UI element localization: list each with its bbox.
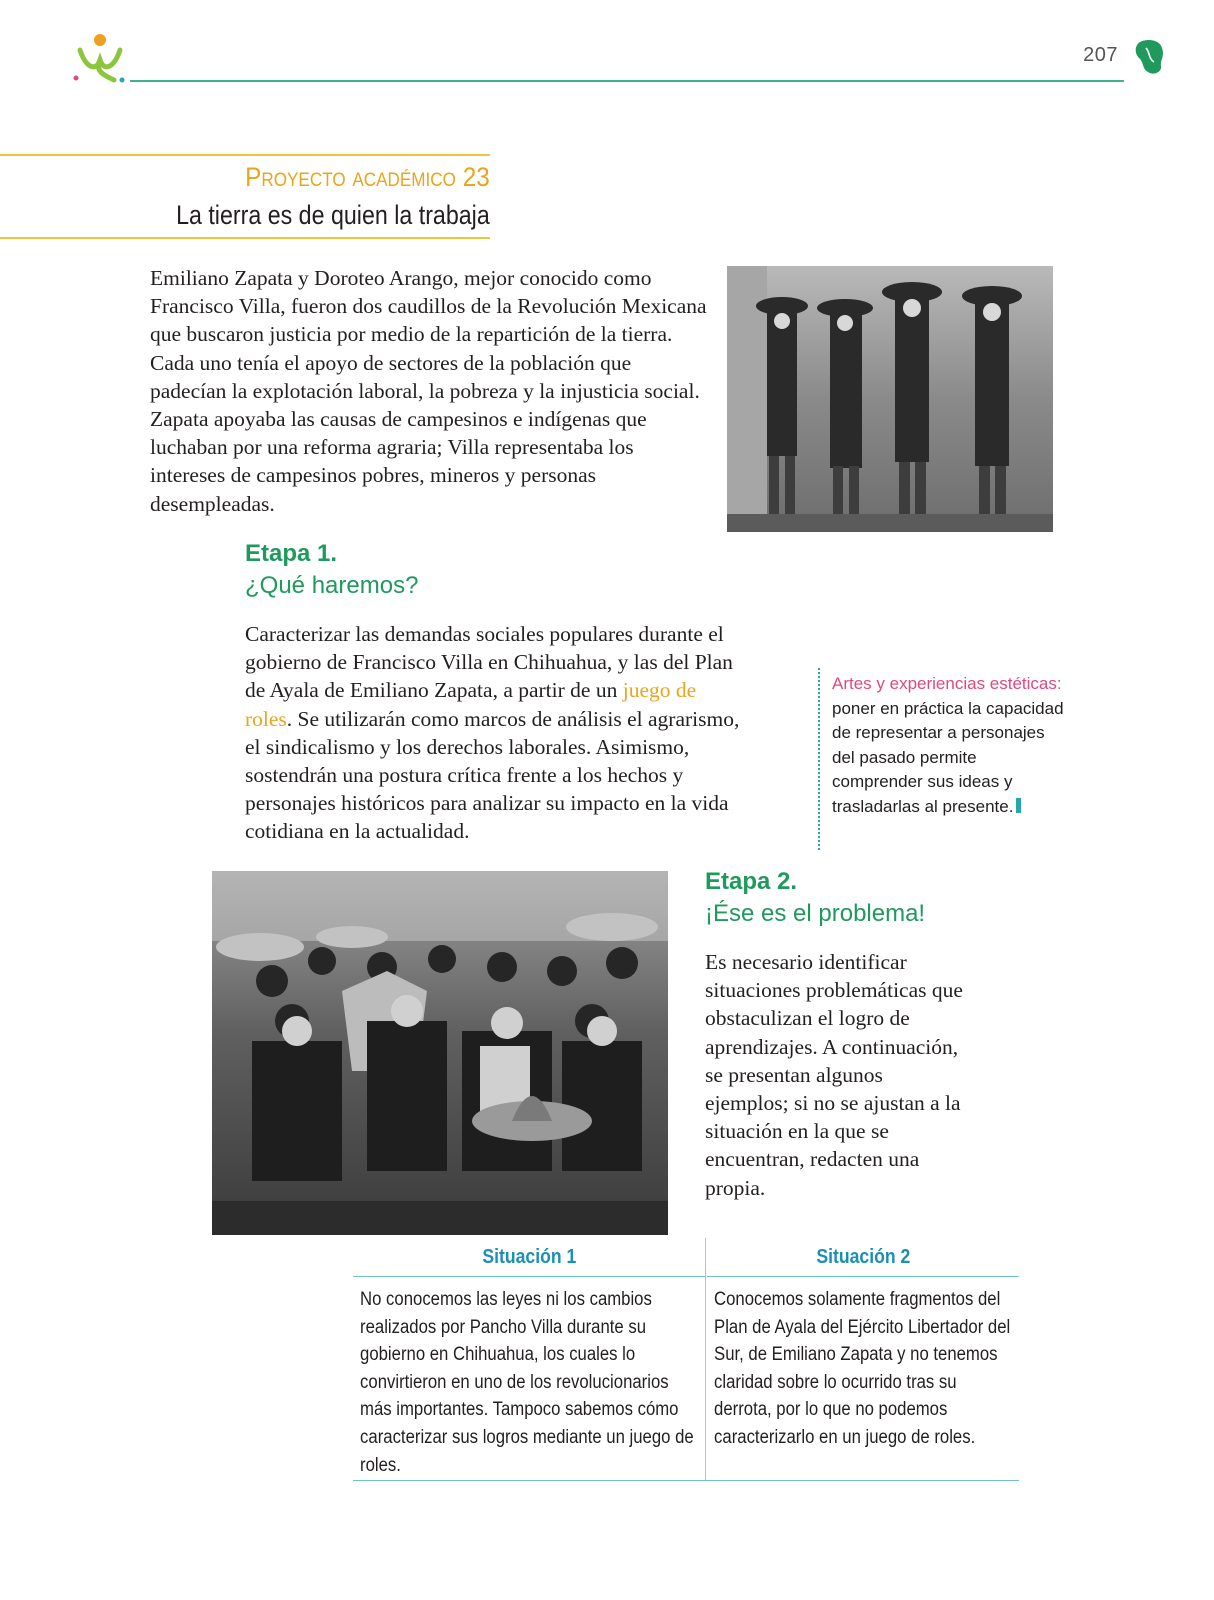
situation-2-text: Conocemos solamente fragmentos del Plan de Ayala del Ejército Libertador del Sur, de Emiliano Zapata y no tenemos claridad sobre lo ocurrido tras su derrota, por lo que no podemos caracterizarlo en un juego de roles. <box>714 1289 1011 1448</box>
page-number: 207 <box>1083 44 1118 66</box>
header-rule <box>130 80 1124 82</box>
stage1-number: Etapa 1. <box>245 540 338 567</box>
stage1-text-after: . Se utilizarán como marcos de análisis el agrarismo, el sindicalismo y los derechos laborales. Asimismo, sostendrán una postura crítica frente a los hechos y personajes históricos para analizar su impacto en la vida cotidiana en la actualidad. <box>245 706 740 844</box>
arts-note-text: poner en práctica la capacidad de representar a personajes del pasado permite comprender sus ideas y trasladarlas al presente. <box>832 698 1064 816</box>
title-rule-bottom <box>0 237 490 239</box>
arts-note <box>832 672 1072 819</box>
project-label-text: Proyecto académico 23 <box>245 162 490 192</box>
stage1-subtitle: ¿Qué haremos? <box>245 572 419 599</box>
situation-1-column <box>353 1238 705 1481</box>
situation-2-title-text: Situación 2 <box>816 1246 910 1268</box>
situation-1-title <box>353 1238 705 1277</box>
situation-1-text: No conocemos las leyes ni los cambios realizados por Pancho Villa durante su gobierno en Chihuahua, los cuales lo convirtieron en uno de los revolucionarios más importantes. Tampoco sabemos cómo caracterizar sus logros mediante un juego de roles. <box>360 1289 694 1476</box>
project-title: La tierra es de quien la trabaja <box>176 200 490 230</box>
note-end-mark <box>1016 798 1021 813</box>
intro-paragraph: Emiliano Zapata y Doroteo Arango, mejor conocido como Francisco Villa, fueron dos caudillos de la Revolución Mexicana que buscaron justicia por medio de la repartición de la tierra. Cada uno tenía el apoyo de sectores de la población que padecían la explotación laboral, la pobreza y la injusticia social. Zapata apoyaba las causas de campesinos e indígenas que luchaban por una reforma agraria; Villa representaba los intereses de campesinos pobres, mineros y personas desempleadas. <box>150 266 707 516</box>
arts-note-label: Artes y experiencias estéticas: <box>832 674 1062 693</box>
stage1-text-before: Caracterizar las demandas sociales populares durante el gobierno de Francisco Villa en Chihuahua, y las del Plan de Ayala de Emiliano Zapata, a partir de un <box>245 622 733 703</box>
revolutionaries-photo <box>727 266 1053 532</box>
stage1-highlight: juego de roles <box>245 678 697 731</box>
stage1-paragraph <box>245 620 745 846</box>
situation-2-title <box>707 1238 1019 1277</box>
program-logo-icon <box>70 32 130 84</box>
stage2-subtitle: ¡Ése es el problema! <box>705 900 926 927</box>
stage2-heading <box>705 866 1005 930</box>
situation-1-title-text: Situación 1 <box>482 1246 576 1268</box>
green-ornament-icon <box>1134 38 1166 76</box>
note-dotted-rule <box>818 668 820 850</box>
situations-table <box>353 1238 1019 1481</box>
situations-bottom-rule <box>353 1480 1019 1481</box>
stage2-paragraph: Es necesario identificar situaciones problemáticas que obstaculizan el logro de aprendizajes. A continuación, se presentan algunos ejemplos; si no se ajustan a la situación en la que se encuentran, redacten una propia. <box>705 950 963 1200</box>
villa-zapata-photo <box>212 871 668 1235</box>
project-label <box>245 162 490 193</box>
situation-2-column <box>707 1238 1019 1481</box>
stage2-number: Etapa 2. <box>705 868 798 895</box>
title-rule-top <box>0 154 490 156</box>
stage1-heading <box>245 538 705 602</box>
situations-divider <box>705 1238 706 1481</box>
